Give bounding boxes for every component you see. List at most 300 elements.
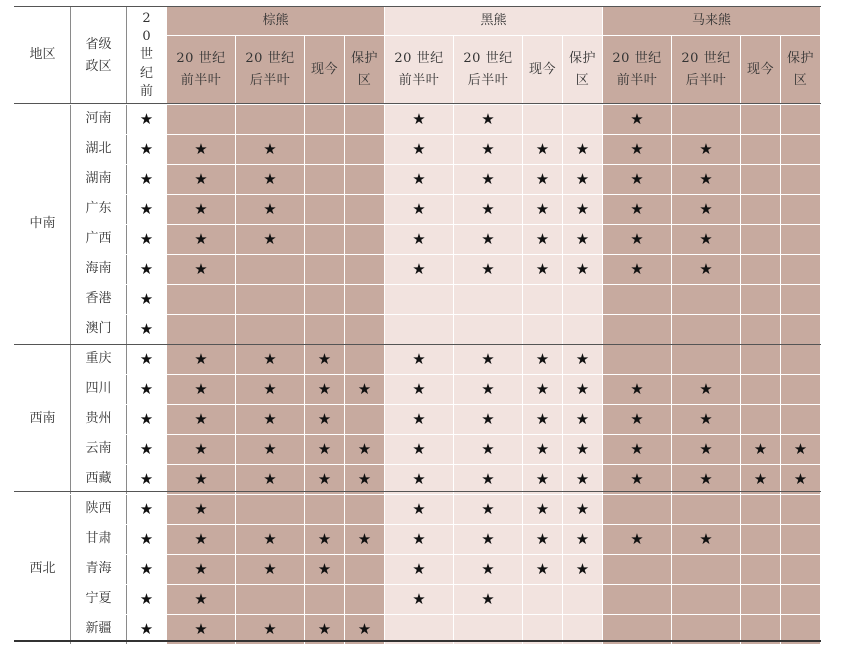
star-icon: ★ [194, 499, 208, 518]
presence-star-cell [236, 525, 305, 555]
empty-cell [741, 285, 781, 315]
presence-star-cell [385, 195, 454, 225]
star-icon: ★ [317, 559, 332, 578]
empty-cell [672, 345, 741, 375]
star-icon: ★ [139, 499, 154, 518]
table-row [15, 285, 821, 315]
province-name: 澳门 [71, 315, 127, 345]
period-label: 现今 [528, 62, 556, 77]
empty-cell [603, 315, 672, 345]
empty-cell [741, 195, 781, 225]
empty-cell [741, 135, 781, 165]
empty-cell [563, 285, 603, 315]
presence-star-cell [236, 465, 305, 495]
empty-cell [345, 225, 385, 255]
empty-cell [345, 255, 385, 285]
presence-star-cell [305, 375, 345, 405]
star-icon: ★ [535, 229, 550, 248]
star-icon: ★ [481, 379, 495, 398]
star-icon: ★ [753, 469, 768, 488]
table-row [15, 225, 821, 255]
presence-star-cell [781, 465, 821, 495]
period-label: 保护区 [350, 51, 378, 88]
header-region: 地区 [15, 7, 71, 105]
empty-cell [781, 495, 821, 525]
star-icon: ★ [194, 439, 208, 458]
province-name: 陕西 [71, 495, 127, 525]
star-icon: ★ [139, 439, 154, 458]
star-icon: ★ [575, 199, 590, 218]
period-label: 现今 [746, 62, 774, 77]
empty-cell [167, 285, 236, 315]
empty-cell [305, 225, 345, 255]
star-icon: ★ [139, 199, 154, 218]
empty-cell [672, 495, 741, 525]
empty-cell [781, 135, 821, 165]
presence-star-cell [672, 525, 741, 555]
empty-cell [781, 285, 821, 315]
star-icon: ★ [481, 169, 495, 188]
empty-cell [781, 255, 821, 285]
empty-cell [781, 345, 821, 375]
star-icon: ★ [139, 529, 154, 548]
star-icon: ★ [317, 379, 332, 398]
province-name: 甘肃 [71, 525, 127, 555]
empty-cell [345, 195, 385, 225]
star-icon: ★ [699, 229, 713, 248]
presence-star-cell [167, 435, 236, 465]
presence-star-cell [563, 525, 603, 555]
star-icon: ★ [194, 139, 208, 158]
presence-star-cell [127, 225, 167, 255]
presence-star-cell [523, 525, 563, 555]
star-icon: ★ [412, 169, 426, 188]
empty-cell [781, 225, 821, 255]
presence-star-cell [454, 105, 523, 135]
star-icon: ★ [139, 619, 154, 638]
province-name: 西藏 [71, 465, 127, 495]
presence-star-cell [523, 255, 563, 285]
province-name: 广东 [71, 195, 127, 225]
top-rule [14, 6, 821, 7]
star-icon: ★ [412, 229, 426, 248]
star-icon: ★ [575, 559, 590, 578]
empty-cell [563, 315, 603, 345]
star-icon: ★ [194, 559, 208, 578]
star-icon: ★ [630, 379, 644, 398]
empty-cell [305, 195, 345, 225]
star-icon: ★ [630, 169, 644, 188]
star-icon: ★ [263, 379, 277, 398]
presence-star-cell [385, 225, 454, 255]
presence-star-cell [523, 195, 563, 225]
presence-star-cell [385, 495, 454, 525]
province-name: 河南 [71, 105, 127, 135]
star-icon: ★ [412, 499, 426, 518]
presence-star-cell [563, 435, 603, 465]
presence-star-cell [385, 135, 454, 165]
star-icon: ★ [535, 139, 550, 158]
star-icon: ★ [263, 349, 277, 368]
star-icon: ★ [699, 439, 713, 458]
star-icon: ★ [263, 229, 277, 248]
empty-cell [563, 105, 603, 135]
presence-star-cell [563, 345, 603, 375]
empty-cell [523, 315, 563, 345]
star-icon: ★ [139, 409, 154, 428]
star-icon: ★ [194, 169, 208, 188]
presence-star-cell [127, 495, 167, 525]
star-icon: ★ [263, 199, 277, 218]
presence-star-cell [672, 135, 741, 165]
star-icon: ★ [194, 529, 208, 548]
star-icon: ★ [139, 469, 154, 488]
province-name: 香港 [71, 285, 127, 315]
star-icon: ★ [263, 409, 277, 428]
star-icon: ★ [535, 499, 550, 518]
empty-cell [236, 585, 305, 615]
presence-star-cell [236, 135, 305, 165]
region-name: 西北 [15, 495, 71, 645]
presence-star-cell [523, 495, 563, 525]
empty-cell [741, 525, 781, 555]
empty-cell [167, 105, 236, 135]
presence-star-cell [385, 405, 454, 435]
star-icon: ★ [263, 169, 277, 188]
star-icon: ★ [699, 529, 713, 548]
presence-star-cell [167, 465, 236, 495]
star-icon: ★ [535, 379, 550, 398]
star-icon: ★ [194, 589, 208, 608]
presence-star-cell [523, 465, 563, 495]
star-icon: ★ [357, 469, 372, 488]
empty-cell [603, 495, 672, 525]
star-icon: ★ [575, 169, 590, 188]
presence-star-cell [603, 525, 672, 555]
empty-cell [741, 315, 781, 345]
presence-star-cell [563, 255, 603, 285]
presence-star-cell [454, 435, 523, 465]
star-icon: ★ [630, 199, 644, 218]
star-icon: ★ [575, 469, 590, 488]
presence-star-cell [523, 555, 563, 585]
star-icon: ★ [412, 199, 426, 218]
table-row [15, 255, 821, 285]
presence-star-cell [741, 465, 781, 495]
empty-cell [741, 405, 781, 435]
presence-star-cell [454, 255, 523, 285]
empty-cell [305, 585, 345, 615]
presence-star-cell [603, 375, 672, 405]
star-icon: ★ [535, 409, 550, 428]
star-icon: ★ [412, 409, 426, 428]
star-icon: ★ [357, 439, 372, 458]
presence-star-cell [672, 255, 741, 285]
star-icon: ★ [139, 169, 154, 188]
star-icon: ★ [481, 349, 495, 368]
empty-cell [305, 105, 345, 135]
presence-star-cell [167, 135, 236, 165]
presence-star-cell [454, 555, 523, 585]
presence-star-cell [167, 195, 236, 225]
empty-cell [236, 255, 305, 285]
table-body [15, 105, 821, 645]
presence-star-cell [167, 375, 236, 405]
presence-star-cell [523, 225, 563, 255]
star-icon: ★ [194, 259, 208, 278]
star-icon: ★ [535, 259, 550, 278]
presence-star-cell [603, 465, 672, 495]
star-icon: ★ [699, 379, 713, 398]
star-icon: ★ [263, 139, 277, 158]
star-icon: ★ [139, 259, 154, 278]
star-icon: ★ [793, 439, 808, 458]
presence-star-cell [236, 555, 305, 585]
table-row [15, 585, 821, 615]
table-row [15, 555, 821, 585]
empty-cell [781, 555, 821, 585]
star-icon: ★ [535, 349, 550, 368]
empty-cell [345, 165, 385, 195]
header-black-period-1 [454, 36, 523, 105]
empty-cell [167, 315, 236, 345]
presence-star-cell [236, 375, 305, 405]
presence-star-cell [741, 435, 781, 465]
presence-star-cell [127, 255, 167, 285]
empty-cell [672, 585, 741, 615]
star-icon: ★ [699, 469, 713, 488]
table-row [15, 105, 821, 135]
region-name: 西南 [15, 345, 71, 495]
empty-cell [345, 405, 385, 435]
empty-cell [781, 315, 821, 345]
province-name: 新疆 [71, 615, 127, 645]
empty-cell [741, 105, 781, 135]
empty-cell [236, 315, 305, 345]
empty-cell [781, 105, 821, 135]
presence-star-cell [672, 435, 741, 465]
star-icon: ★ [412, 469, 426, 488]
presence-star-cell [167, 585, 236, 615]
star-icon: ★ [535, 529, 550, 548]
star-icon: ★ [535, 559, 550, 578]
empty-cell [236, 105, 305, 135]
star-icon: ★ [535, 169, 550, 188]
presence-star-cell [454, 465, 523, 495]
star-icon: ★ [481, 259, 495, 278]
presence-star-cell [305, 555, 345, 585]
star-icon: ★ [357, 529, 372, 548]
star-icon: ★ [481, 529, 495, 548]
star-icon: ★ [412, 379, 426, 398]
header-brown-period-2 [305, 36, 345, 105]
presence-star-cell [127, 165, 167, 195]
star-icon: ★ [699, 139, 713, 158]
presence-star-cell [345, 525, 385, 555]
presence-star-cell [603, 435, 672, 465]
empty-cell [523, 585, 563, 615]
star-icon: ★ [699, 259, 713, 278]
presence-star-cell [127, 375, 167, 405]
empty-cell [385, 285, 454, 315]
presence-star-cell [523, 375, 563, 405]
star-icon: ★ [630, 469, 644, 488]
empty-cell [454, 285, 523, 315]
table-row [15, 435, 821, 465]
star-icon: ★ [194, 469, 208, 488]
presence-star-cell [167, 555, 236, 585]
presence-star-cell [127, 195, 167, 225]
presence-star-cell [236, 165, 305, 195]
table-row [15, 165, 821, 195]
star-icon: ★ [630, 409, 644, 428]
header-sun-period-3 [781, 36, 821, 105]
presence-star-cell [454, 195, 523, 225]
star-icon: ★ [535, 199, 550, 218]
province-name: 青海 [71, 555, 127, 585]
presence-star-cell [603, 405, 672, 435]
presence-star-cell [127, 405, 167, 435]
star-icon: ★ [481, 229, 495, 248]
presence-star-cell [385, 525, 454, 555]
presence-star-cell [563, 165, 603, 195]
star-icon: ★ [139, 109, 154, 128]
empty-cell [741, 555, 781, 585]
star-icon: ★ [630, 529, 644, 548]
presence-star-cell [603, 225, 672, 255]
star-icon: ★ [481, 109, 495, 128]
star-icon: ★ [317, 469, 332, 488]
presence-star-cell [603, 255, 672, 285]
period-label: 保护区 [568, 51, 596, 88]
star-icon: ★ [139, 289, 154, 308]
empty-cell [305, 135, 345, 165]
presence-star-cell [454, 345, 523, 375]
presence-star-cell [672, 375, 741, 405]
table-row [15, 315, 821, 345]
presence-star-cell [563, 555, 603, 585]
header-species-brown-bear: 棕熊 [167, 7, 385, 36]
header-sun-period-1 [672, 36, 741, 105]
bear-distribution-table [14, 6, 821, 645]
star-icon: ★ [630, 229, 644, 248]
table-row [15, 195, 821, 225]
presence-star-cell [385, 255, 454, 285]
presence-star-cell [563, 225, 603, 255]
star-icon: ★ [194, 199, 208, 218]
star-icon: ★ [535, 439, 550, 458]
presence-star-cell [236, 195, 305, 225]
star-icon: ★ [481, 409, 495, 428]
presence-star-cell [236, 435, 305, 465]
presence-star-cell [385, 585, 454, 615]
header-rule [14, 103, 821, 104]
star-icon: ★ [139, 349, 154, 368]
presence-star-cell [385, 435, 454, 465]
empty-cell [781, 165, 821, 195]
presence-star-cell [523, 135, 563, 165]
period-label: 20 世纪后半叶 [681, 51, 731, 88]
star-icon: ★ [575, 379, 590, 398]
presence-star-cell [563, 405, 603, 435]
empty-cell [603, 345, 672, 375]
presence-star-cell [167, 525, 236, 555]
province-name: 贵州 [71, 405, 127, 435]
presence-star-cell [127, 135, 167, 165]
presence-star-cell [385, 165, 454, 195]
presence-star-cell [454, 375, 523, 405]
table-row [15, 345, 821, 375]
empty-cell [236, 495, 305, 525]
star-icon: ★ [630, 109, 644, 128]
presence-star-cell [345, 465, 385, 495]
star-icon: ★ [575, 409, 590, 428]
star-icon: ★ [699, 169, 713, 188]
presence-star-cell [236, 405, 305, 435]
presence-star-cell [454, 405, 523, 435]
empty-cell [781, 585, 821, 615]
empty-cell [454, 315, 523, 345]
presence-star-cell [305, 345, 345, 375]
empty-cell [345, 345, 385, 375]
period-label: 20 世纪后半叶 [463, 51, 513, 88]
star-icon: ★ [630, 139, 644, 158]
presence-star-cell [167, 225, 236, 255]
presence-star-cell [127, 315, 167, 345]
empty-cell [345, 555, 385, 585]
star-icon: ★ [699, 409, 713, 428]
province-name: 四川 [71, 375, 127, 405]
star-icon: ★ [412, 589, 426, 608]
empty-cell [781, 525, 821, 555]
header-brown-period-3 [345, 36, 385, 105]
star-icon: ★ [412, 349, 426, 368]
region-name: 中南 [15, 105, 71, 345]
table-row [15, 405, 821, 435]
header-black-period-2 [523, 36, 563, 105]
star-icon: ★ [412, 109, 426, 128]
presence-star-cell [672, 165, 741, 195]
star-icon: ★ [317, 409, 332, 428]
bottom-rule [14, 640, 821, 642]
presence-star-cell [523, 405, 563, 435]
star-icon: ★ [575, 139, 590, 158]
empty-cell [345, 135, 385, 165]
star-icon: ★ [194, 379, 208, 398]
presence-star-cell [127, 435, 167, 465]
star-icon: ★ [699, 199, 713, 218]
empty-cell [523, 105, 563, 135]
presence-star-cell [563, 195, 603, 225]
empty-cell [305, 315, 345, 345]
province-name: 重庆 [71, 345, 127, 375]
header-species-sun-bear: 马来熊 [603, 7, 821, 36]
empty-cell [741, 375, 781, 405]
presence-star-cell [454, 165, 523, 195]
presence-star-cell [523, 345, 563, 375]
period-label: 20 世纪前半叶 [394, 51, 444, 88]
empty-cell [305, 495, 345, 525]
presence-star-cell [167, 345, 236, 375]
star-icon: ★ [317, 619, 332, 638]
presence-star-cell [345, 435, 385, 465]
presence-star-cell [305, 405, 345, 435]
empty-cell [305, 285, 345, 315]
star-icon: ★ [575, 439, 590, 458]
empty-cell [741, 495, 781, 525]
period-label: 20 世纪后半叶 [245, 51, 295, 88]
star-icon: ★ [263, 529, 277, 548]
